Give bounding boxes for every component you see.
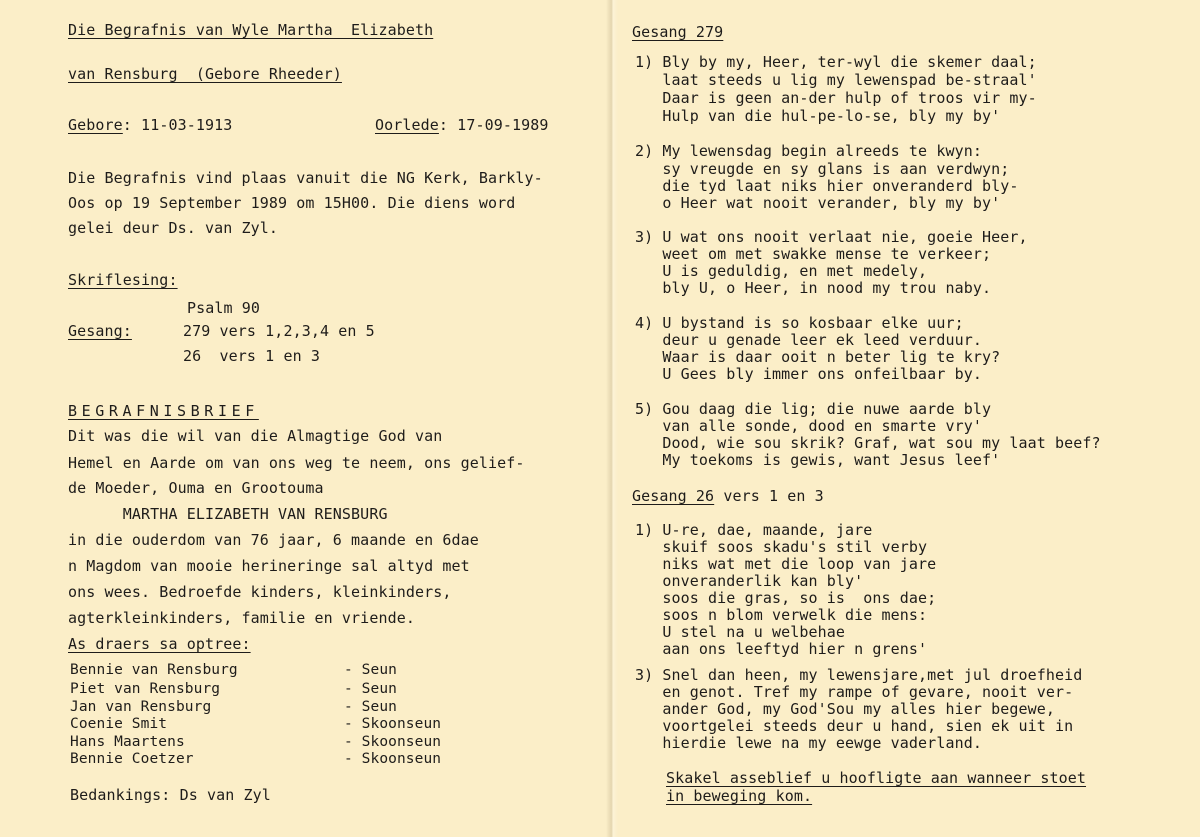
letter-line: n Magdom van mooie herineringe sal altyd met	[68, 557, 470, 575]
bearer-role: - Skoonseun	[344, 734, 442, 750]
hymn-verse-line: Dood, wie sou skrik? Graf, wat sou my laat beef?	[635, 434, 1101, 452]
bearer-name: Bennie van Rensburg	[70, 662, 238, 678]
hymn-verse-line: deur u genade leer ek leed verduur.	[635, 331, 982, 349]
born-field	[68, 117, 232, 134]
bearer-name: Piet van Rensburg	[70, 681, 221, 697]
hymn-verse-line: voortgelei steeds deur u hand, sien ek uit in	[635, 717, 1074, 735]
hymn-verse-line: niks wat met die loop van jare	[635, 555, 937, 573]
title-line-2: van Rensburg (Gebore Rheeder)	[68, 65, 342, 83]
hymn-verse-line: 1) U-re, dae, maande, jare	[635, 521, 873, 539]
hymn-verse-line: U stel na u welbehae	[635, 623, 846, 641]
bearer-name: Coenie Smit	[70, 716, 168, 732]
bearer-role: - Seun	[344, 699, 397, 715]
hymn-verse-line: sy vreugde en sy glans is aan verdwyn;	[635, 160, 1010, 178]
hymn-verse-line: van alle sonde, dood en smarte vry'	[635, 417, 982, 435]
letter-line: de Moeder, Ouma en Grootouma	[68, 479, 324, 497]
hymn-verse-line: U is geduldig, en met medely,	[635, 262, 928, 280]
hymn279-title: Gesang 279	[632, 23, 724, 41]
hymn-verse-line: o Heer wat nooit verander, bly my by'	[635, 194, 1001, 212]
hymn26-suffix: vers 1 en 3	[714, 487, 824, 505]
bearer-role: - Seun	[344, 662, 397, 678]
hymn26-title-line	[632, 488, 824, 505]
hymn-line: 26 vers 1 en 3	[183, 347, 320, 365]
letter-line: ons wees. Bedroefde kinders, kleinkinders,	[68, 583, 452, 601]
died-label: Oorlede	[375, 116, 439, 134]
hymn-verse-line: 5) Gou daag die lig; die nuwe aarde bly	[635, 400, 992, 418]
bearer-name: Jan van Rensburg	[70, 699, 212, 715]
hymn-line: 279 vers 1,2,3,4 en 5	[183, 322, 375, 340]
bearers-heading: As draers sa optree:	[68, 635, 251, 653]
hymn-verse-line: soos die gras, so is ons dae;	[635, 589, 937, 607]
hymn-verse-line: hierdie lewe na my eewge vaderland.	[635, 734, 982, 752]
letter-line: MARTHA ELIZABETH VAN RENSBURG	[68, 505, 388, 523]
hymn26-title: Gesang 26	[632, 487, 715, 505]
title-line-1: Die Begrafnis van Wyle Martha Elizabeth	[68, 21, 434, 39]
hymn-verse-line: die tyd laat niks hier onveranderd bly-	[635, 177, 1019, 195]
hymn-label: Gesang:	[68, 322, 132, 340]
thanks-line: Bedankings: Ds van Zyl	[70, 786, 271, 804]
hymn-verse-line: 2) My lewensdag begin alreeds te kwyn:	[635, 142, 982, 160]
bearer-role: - Skoonseun	[344, 716, 442, 732]
bearer-name: Bennie Coetzer	[70, 751, 194, 767]
hymn-verse-line: en genot. Tref my rampe of gevare, nooit ver-	[635, 683, 1074, 701]
hymn-verse-line: soos n blom verwelk die mens:	[635, 606, 928, 624]
reading-psalm: Psalm 90	[187, 299, 261, 317]
hymn-verse-line: 1) Bly by my, Heer, ter-wyl die skemer daal;	[635, 53, 1037, 71]
born-label: Gebore	[68, 116, 123, 134]
service-line: gelei deur Ds. van Zyl.	[68, 219, 279, 237]
bearer-name: Hans Maartens	[70, 734, 185, 750]
born-date: : 11-03-1913	[122, 116, 233, 134]
service-line: Oos op 19 September 1989 om 15H00. Die diens word	[68, 194, 516, 212]
hymn-verse-line: laat steeds u lig my lewenspad be-straal'	[635, 71, 1037, 89]
hymn-verse-line: My toekoms is gewis, want Jesus leef'	[635, 451, 1001, 469]
reading-label: Skriflesing:	[68, 271, 178, 289]
hymn-verse-line: weet om met swakke mense te verkeer;	[635, 245, 992, 263]
hymn-verse-line: U Gees bly immer ons onfeilbaar by.	[635, 365, 982, 383]
died-date: : 17-09-1989	[438, 116, 549, 134]
closing-line: in beweging kom.	[666, 787, 813, 805]
hymn-verse-line: Waar is daar ooit n beter lig te kry?	[635, 348, 1001, 366]
page-fold	[606, 0, 618, 837]
hymn-verse-line: skuif soos skadu's stil verby	[635, 538, 928, 556]
hymn-verse-line: 3) U wat ons nooit verlaat nie, goeie Heer,	[635, 228, 1028, 246]
service-line: Die Begrafnis vind plaas vanuit die NG Kerk, Barkly-	[68, 169, 543, 187]
hymn-verse-line: 4) U bystand is so kosbaar elke uur;	[635, 314, 964, 332]
hymn-verse-line: onveranderlik kan bly'	[635, 572, 864, 590]
letter-line: in die ouderdom van 76 jaar, 6 maande en 6dae	[68, 531, 479, 549]
letter-line: agterkleinkinders, familie en vriende.	[68, 609, 415, 627]
hymn-verse-line: aan ons leeftyd hier n grens'	[635, 640, 928, 658]
hymn-verse-line: 3) Snel dan heen, my lewensjare,met jul droefheid	[635, 666, 1083, 684]
hymn-verse-line: bly U, o Heer, in nood my trou naby.	[635, 279, 992, 297]
letter-line: Dit was die wil van die Almagtige God van	[68, 427, 443, 445]
letter-line: Hemel en Aarde om van ons weg te neem, ons gelief-	[68, 454, 525, 472]
closing-line: Skakel asseblief u hoofligte aan wanneer stoet	[666, 769, 1087, 787]
hymn-verse-line: Hulp van die hul-pe-lo-se, bly my by'	[635, 107, 1001, 125]
hymn-verse-line: Daar is geen an-der hulp of troos vir my-	[635, 89, 1037, 107]
bearer-role: - Skoonseun	[344, 751, 442, 767]
died-field	[375, 117, 549, 134]
hymn-verse-line: ander God, my God'Sou my alles hier begewe,	[635, 700, 1056, 718]
letter-heading: BEGRAFNISBRIEF	[68, 402, 259, 420]
bearer-role: - Seun	[344, 681, 397, 697]
